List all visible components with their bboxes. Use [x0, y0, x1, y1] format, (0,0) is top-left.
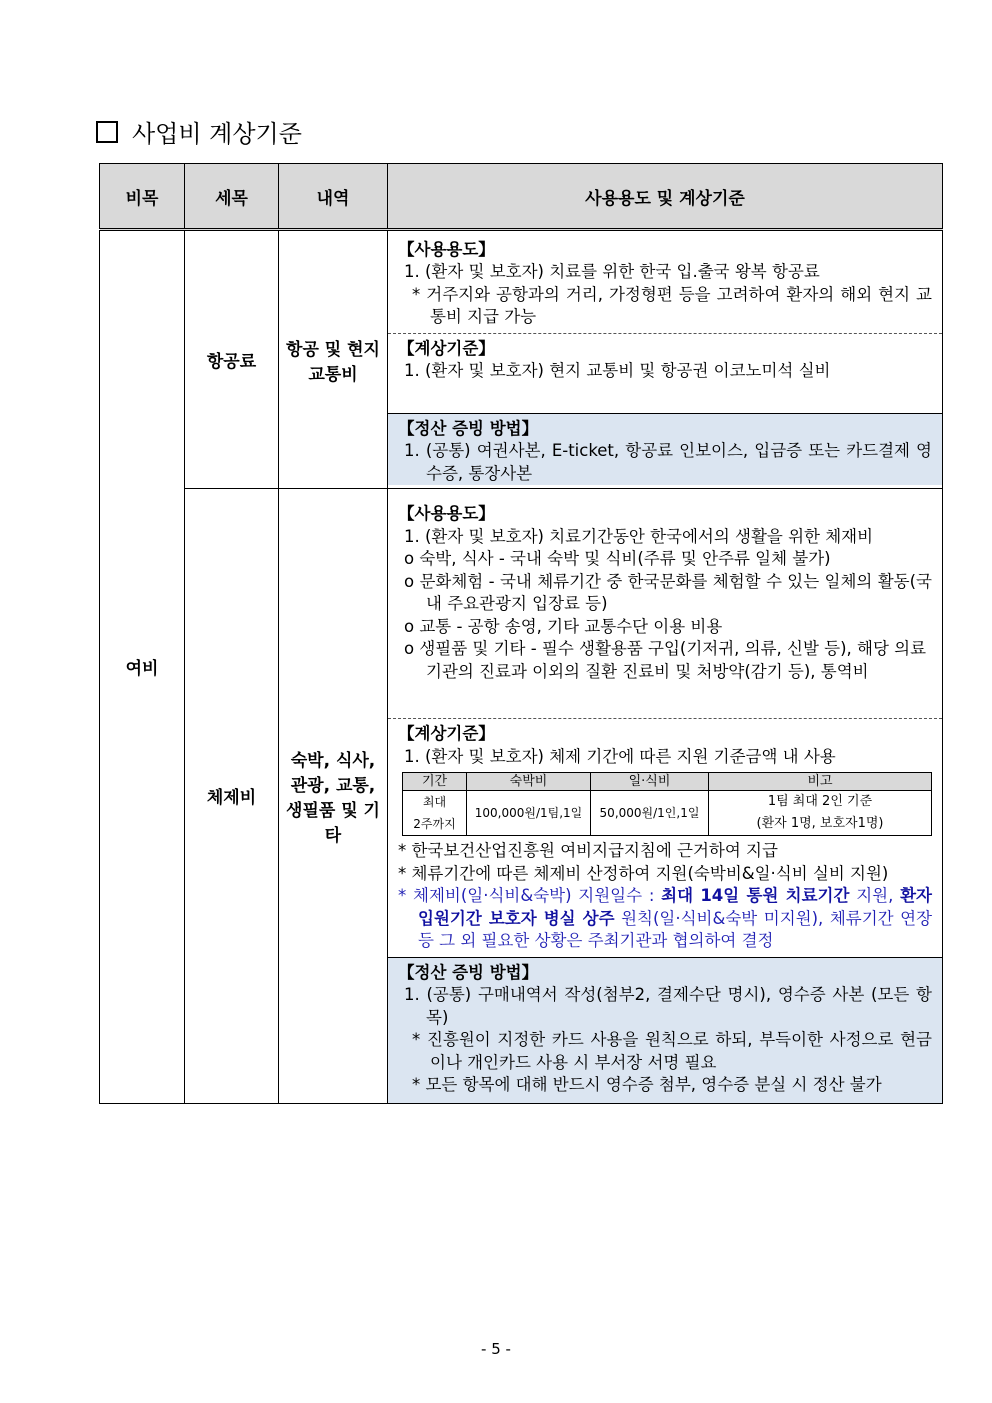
stay-usage-title: 【사용용도】: [398, 504, 495, 523]
stay-note-1: * 한국보건산업진흥원 여비지급지침에 근거하여 지급: [398, 841, 778, 860]
allowance-period-line1: 최대: [422, 795, 447, 809]
table-header-row: [100, 164, 943, 230]
stay-usage-section: [388, 489, 942, 719]
stay-proof-note-2: * 모든 항목에 대해 반드시 영수증 첨부, 영수증 분실 시 정산 불가: [412, 1075, 882, 1094]
subcategory-stay: 체제비: [185, 489, 279, 1104]
stay-allowance-table: [402, 772, 932, 836]
stay-proof-title: 【정산 증빙 방법】: [398, 962, 539, 982]
section-title: [96, 114, 302, 149]
stay-calc-section: [388, 719, 942, 957]
header-subcategory: 세목: [185, 164, 279, 230]
header-item: 내역: [279, 164, 388, 230]
stay-note-2: * 체류기간에 따른 체제비 산정하여 지원(숙박비&일·식비 실비 지원): [398, 863, 889, 883]
item-airfare: 항공 및 현지교통비: [279, 230, 388, 489]
category-cell: 여비: [100, 230, 185, 1104]
stay-usage-lodging-meal: o 숙박, 식사 - 국내 숙박 및 식비(주류 및 안주류 일체 불가): [404, 549, 831, 568]
allowance-meal: 50,000원/1인,1일: [591, 791, 709, 836]
stay-note-3e: 원칙(일·식비&숙박 미지원), 체류기간 연장 등 그 외 필요한 상황은 주최기관과 협의하여 결정: [418, 908, 933, 950]
airfare-proof-title: 【정산 증빙 방법】: [398, 418, 539, 438]
page-number: - 5 -: [481, 1340, 511, 1358]
allowance-note-line1: 1팀 최대 2인 기준: [767, 794, 873, 809]
stay-proof-note-1: * 진흥원이 지정한 카드 사용을 원칙으로 하되, 부득이한 사정으로 현금이나 개인카드 사용 시 부서장 서명 필요: [412, 1030, 932, 1072]
stay-allowance-row: [403, 791, 932, 836]
airfare-usage-title: 【사용용도】: [398, 239, 495, 259]
stay-proof-1: 1. (공통) 구매내역서 작성(첨부2, 결제수단 명시), 영수증 사본 (모든 항목): [404, 985, 932, 1027]
stay-usage-transport: o 교통 - 공항 송영, 기타 교통수단 이용 비용: [404, 616, 723, 636]
allowance-header-meal: 일·식비: [591, 773, 709, 791]
stay-note-3c: 지원,: [849, 886, 901, 905]
budget-standard-table: [99, 163, 943, 1104]
detail-airfare: [388, 230, 943, 489]
header-category: 비목: [100, 164, 185, 230]
stay-note-3d: 환자 입원기간 보호자 병실 상주: [418, 886, 932, 928]
allowance-lodging: 100,000원/1팀,1일: [467, 791, 591, 836]
allowance-header-period: 기간: [403, 773, 467, 791]
table-row-stay: [100, 489, 943, 1104]
table-row-airfare: [100, 230, 943, 489]
stay-note-3b: 최대 14일 통원 치료기간: [661, 886, 850, 905]
item-stay: 숙박, 식사, 관광, 교통, 생필품 및 기타: [279, 489, 388, 1104]
stay-allowance-header-row: [403, 773, 932, 791]
allowance-period: [403, 791, 467, 836]
airfare-calc-section: [388, 334, 942, 413]
stay-usage-necessities: o 생필품 및 기타 - 필수 생활용품 구입(기저귀, 의류, 신발 등), 해당 의료기관의 진료과 이외의 질환 진료비 및 처방약(감기 등), 통역비: [404, 639, 927, 681]
airfare-usage-section: [388, 235, 942, 334]
checkbox-square-icon: [96, 121, 118, 143]
allowance-header-lodging: 숙박비: [467, 773, 591, 791]
stay-calc-title: 【계상기준】: [398, 724, 495, 743]
airfare-usage-note: * 거주지와 공항과의 거리, 가정형편 등을 고려하여 환자의 해외 현지 교통비 지급 가능: [412, 284, 932, 326]
allowance-period-line2: 2주까지: [413, 817, 456, 831]
stay-usage-culture: o 문화체험 - 국내 체류기간 중 한국문화를 체험할 수 있는 일체의 활동(국내 주요관광지 입장료 등): [404, 571, 932, 613]
airfare-usage-1: 1. (환자 및 보호자) 치료를 위한 한국 입.출국 왕복 항공료: [404, 262, 820, 281]
airfare-proof-1: 1. (공통) 여권사본, E-ticket, 항공료 인보이스, 입금증 또는 카드결제 영수증, 통장사본: [404, 441, 932, 483]
detail-stay: [388, 489, 943, 1104]
subcategory-airfare: 항공료: [185, 230, 279, 489]
airfare-calc-title: 【계상기준】: [398, 338, 495, 358]
allowance-note: [709, 791, 932, 836]
stay-calc-1: 1. (환자 및 보호자) 체제 기간에 따른 지원 기준금액 내 사용: [404, 746, 836, 766]
section-title-text: 사업비 계상기준: [132, 120, 302, 148]
airfare-proof-section: [388, 413, 942, 485]
stay-usage-1: 1. (환자 및 보호자) 치료기간동안 한국에서의 생활을 위한 체재비: [404, 526, 874, 546]
stay-note-3a: * 체제비(일·식비&숙박) 지원일수 :: [398, 886, 662, 905]
airfare-calc-1: 1. (환자 및 보호자) 현지 교통비 및 항공권 이코노미석 실비: [404, 361, 831, 380]
header-usage-standard: 사용용도 및 계상기준: [388, 164, 943, 230]
allowance-header-note: 비고: [709, 773, 932, 791]
stay-proof-section: [388, 957, 942, 1103]
stay-note-3: [398, 885, 932, 953]
allowance-note-line2: (환자 1명, 보호자1명): [756, 816, 884, 831]
